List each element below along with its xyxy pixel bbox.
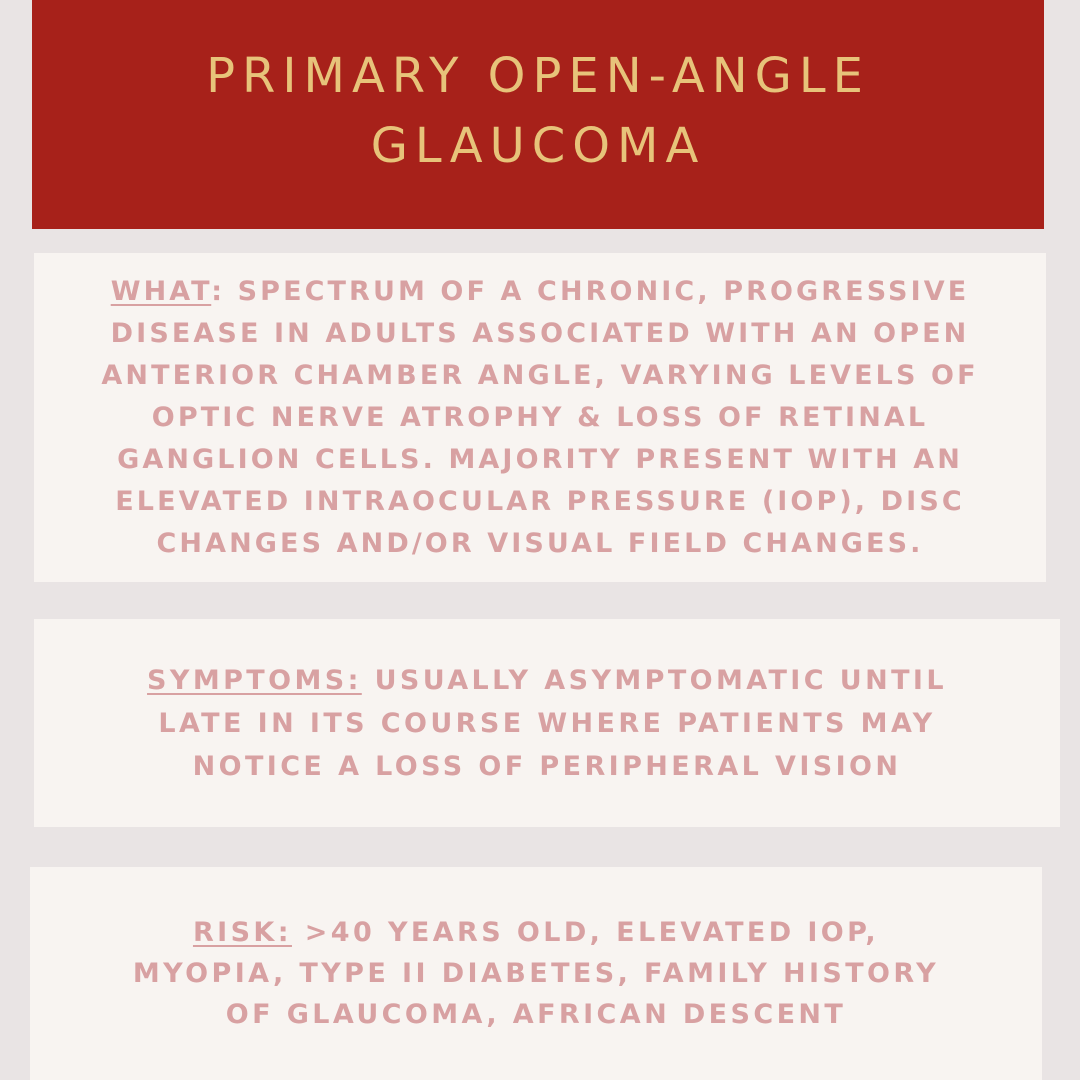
symptoms-description: USUALLY ASYMPTOMATIC UNTIL LATE IN ITS COURSE WHERE PATIENTS MAY NOTICE A LOSS OF PERIPHERAL VISION — [158, 664, 947, 782]
what-label: WHAT — [110, 275, 212, 307]
risk-description: >40 YEARS OLD, ELEVATED IOP, MYOPIA, TYPE II DIABETES, FAMILY HISTORY OF GLAUCOMA, AFRICAN DESCENT — [132, 917, 940, 1030]
risk-card — [30, 867, 1042, 1080]
what-description: SPECTRUM OF A CHRONIC, PROGRESSIVE DISEASE IN ADULTS ASSOCIATED WITH AN OPEN ANTERIOR CHAMBER ANGLE, VARYING LEVELS OF OPTIC NERVE ATROPHY & LOSS OF RETINAL GANGLION CELLS. MAJORITY PRESENT WITH AN ELEVATED INTRAOCULAR PRESSURE (IOP), DISC CHANGES AND/OR VISUAL FIELD CHANGES. — [101, 275, 979, 559]
symptoms-text — [104, 659, 990, 788]
title-banner — [32, 0, 1044, 229]
what-text — [58, 271, 1022, 565]
risk-text — [120, 912, 952, 1035]
risk-label: RISK: — [192, 917, 292, 948]
what-label-separator: : — [211, 275, 226, 307]
page-title: PRIMARY OPEN-ANGLE GLAUCOMA — [206, 47, 870, 174]
symptoms-card — [34, 619, 1060, 827]
symptoms-label: SYMPTOMS: — [147, 664, 362, 696]
what-card — [34, 253, 1046, 582]
